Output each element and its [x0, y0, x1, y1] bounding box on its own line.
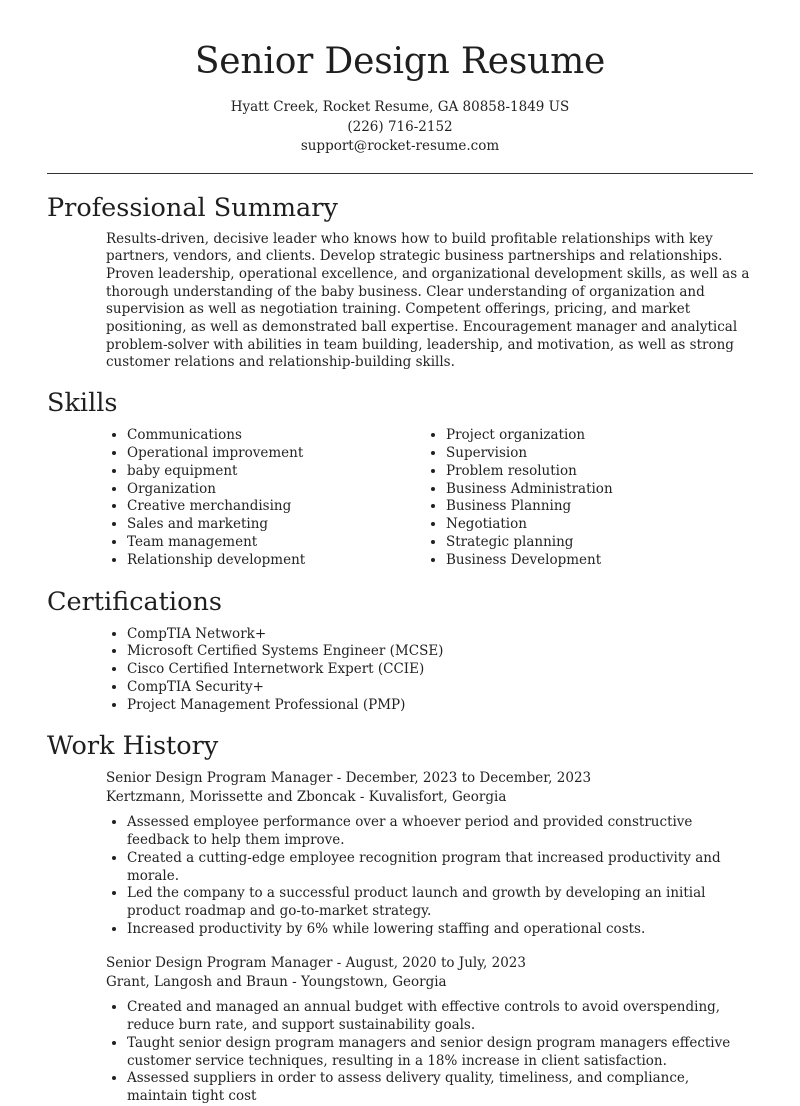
skill-item: • Strategic planning: [446, 534, 744, 552]
job-bullet: • Led the company to a successful product launch and growth by developing an initial product roadmap and go-to-market strategy.: [127, 885, 753, 920]
skill-item: • Relationship development: [127, 552, 425, 570]
certifications-heading: Certifications: [47, 586, 222, 617]
job-bullet: • Increased productivity by 6% while lowering staffing and operational costs.: [127, 921, 753, 939]
skill-item: • Operational improvement: [127, 445, 425, 463]
certifications-section: [47, 585, 753, 715]
resume-header: [0, 0, 800, 157]
job-title-line: [106, 769, 753, 788]
work-history-section: [47, 729, 753, 1105]
separator: -: [332, 955, 346, 972]
certifications-list: [106, 626, 753, 715]
email: support@rocket-resume.com: [300, 138, 500, 154]
phone: (226) 716-2152: [347, 118, 453, 135]
skill-item: • Problem resolution: [446, 463, 744, 481]
skill-item: • Communications: [127, 427, 425, 445]
certification-item: • Microsoft Certified Systems Engineer (MCSE): [127, 643, 753, 661]
skill-item: • Negotiation: [446, 516, 744, 534]
job-title-line: [106, 954, 753, 973]
job-bullet: • Assessed employee performance over a whoever period and provided constructive feedback to help them improve.: [127, 814, 753, 849]
skill-item: • Business Development: [446, 552, 744, 570]
job-company: Grant, Langosh and Braun: [106, 974, 288, 991]
summary-heading: Professional Summary: [47, 192, 338, 223]
job-bullet: • Assessed suppliers in order to assess delivery quality, timeliness, and compliance, maintain tight cost: [127, 1070, 753, 1105]
skill-item: • Team management: [127, 534, 425, 552]
summary-text: Results-driven, decisive leader who knows how to build profitable relationships with key partners, vendors, and clients. Develop strategic business partnerships and relationships. Proven leadership, operational excellence, and organizational development skills, as well as a thorough understanding of the baby business. Clear understanding of organization and supervision as well as negotiation training. Competent offerings, pricing, and market positioning, as well as demonstrated ball expertise. Encouragement manager and analytical problem-solver with abilities in team building, leadership, and motivation, as well as strong customer relations and relationship-building skills.: [106, 230, 750, 371]
skill-item: • Project organization: [446, 427, 744, 445]
separator: -: [355, 789, 369, 806]
job-company-line: [106, 788, 753, 807]
certification-item: • CompTIA Network+: [127, 626, 753, 644]
skills-section: [47, 386, 753, 569]
skill-item: • Business Planning: [446, 498, 744, 516]
skills-list-left: [106, 427, 425, 569]
job-title: Senior Design Program Manager: [106, 770, 333, 787]
header-divider: [47, 173, 753, 174]
certification-item: • CompTIA Security+: [127, 679, 753, 697]
job-bullet: • Created and managed an annual budget with effective controls to avoid overspending, reduce burn rate, and support sustainability goals.: [127, 999, 753, 1034]
skill-item: • Supervision: [446, 445, 744, 463]
separator: -: [287, 974, 302, 991]
certification-item: • Project Management Professional (PMP): [127, 697, 753, 715]
skill-item: • Creative merchandising: [127, 498, 425, 516]
summary-section: [47, 191, 753, 373]
address: Hyatt Creek, Rocket Resume, GA 80858-1849 US: [230, 99, 570, 115]
job-company-line: [106, 973, 753, 992]
skill-item: • Organization: [127, 481, 425, 499]
skill-item: • Sales and marketing: [127, 516, 425, 534]
job-location: Kuvalisfort, Georgia: [368, 789, 507, 806]
skills-heading: Skills: [47, 388, 118, 419]
job-dates: August, 2020 to July, 2023: [345, 955, 526, 972]
job-entry: [106, 769, 753, 938]
skill-item: • baby equipment: [127, 463, 425, 481]
separator: -: [332, 770, 346, 787]
job-location: Youngstown, Georgia: [301, 974, 447, 991]
job-entry: [106, 954, 753, 1105]
work-history-heading: Work History: [47, 731, 219, 762]
job-bullet: • Created a cutting-edge employee recognition program that increased productivity and morale.: [127, 850, 753, 885]
job-bullet: • Taught senior design program managers and senior design program managers effective customer service techniques, resulting in a 18% increase in client satisfaction.: [127, 1035, 753, 1070]
job-dates: December, 2023 to December, 2023: [345, 770, 592, 787]
job-bullets: [106, 999, 753, 1105]
skill-item: • Business Administration: [446, 481, 744, 499]
skills-list-right: [425, 427, 744, 569]
job-company: Kertzmann, Morissette and Zboncak: [106, 789, 356, 806]
job-title: Senior Design Program Manager: [106, 955, 333, 972]
certification-item: • Cisco Certified Internetwork Expert (CCIE): [127, 661, 753, 679]
resume-name: Senior Design Resume: [194, 41, 606, 82]
job-bullets: [106, 814, 753, 938]
